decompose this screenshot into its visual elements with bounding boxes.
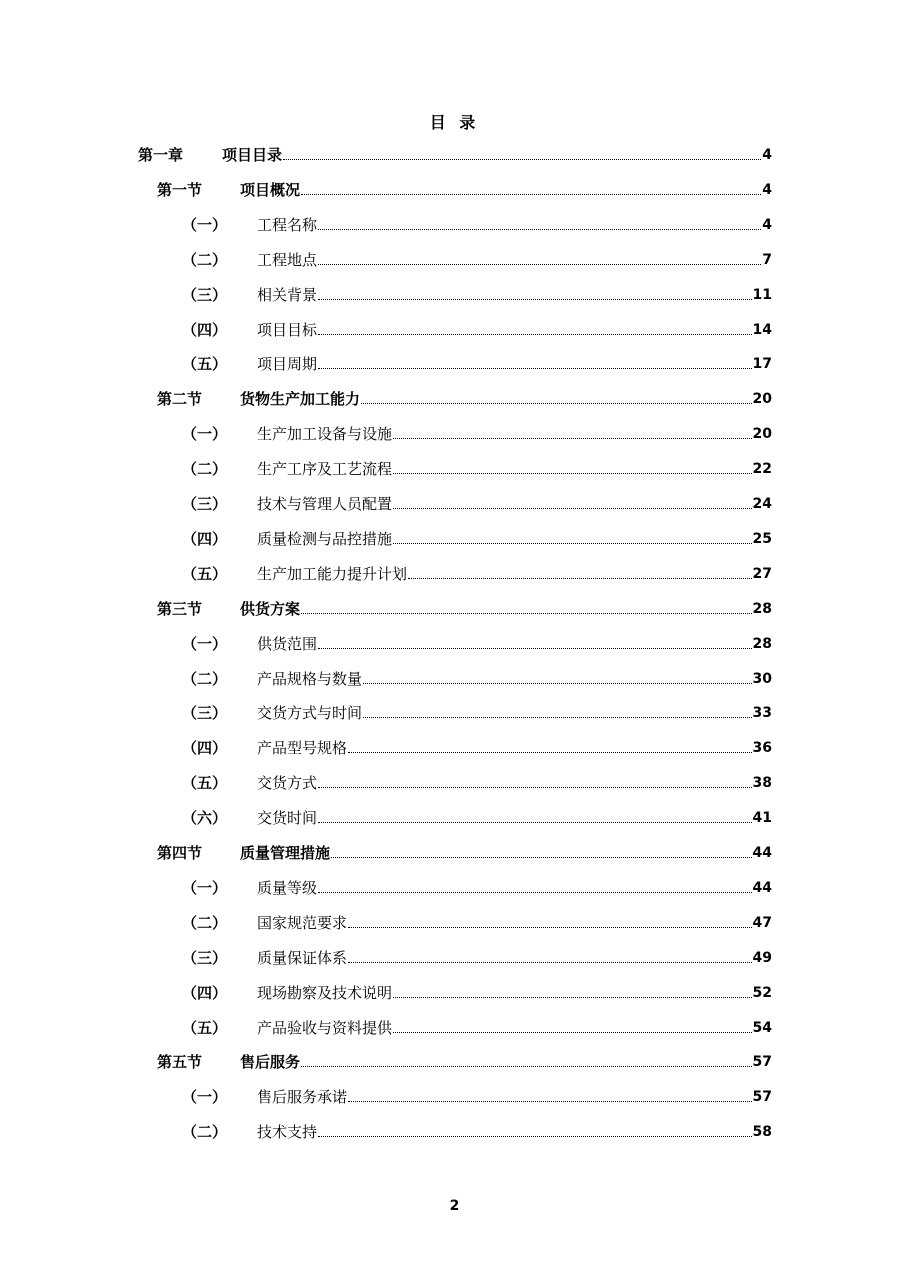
toc-entry-number: （三） [182, 285, 228, 304]
toc-entry-label: 供货方案 [240, 599, 301, 618]
toc-entry[interactable] [138, 143, 772, 165]
toc-leader-dots [318, 787, 752, 788]
toc-entry-page: 4 [762, 181, 772, 198]
toc-entry[interactable] [182, 562, 772, 584]
toc-entry-label: 项目目标 [257, 320, 318, 339]
toc-leader-dots [318, 892, 752, 893]
toc-entry-label: 技术与管理人员配置 [257, 495, 393, 513]
toc-entry[interactable] [182, 422, 772, 444]
toc-leader-dots [348, 752, 752, 753]
toc-entry-page: 28 [752, 600, 772, 617]
toc-entry-label: 售后服务承诺 [257, 1088, 348, 1107]
toc-entry-number: （一） [182, 425, 228, 444]
toc-leader-dots [283, 159, 761, 160]
toc-entry-number: （一） [182, 1088, 228, 1107]
toc-leader-dots [393, 1032, 752, 1033]
toc-entry-label: 工程名称 [257, 215, 318, 234]
toc-entry-number: （二） [182, 1123, 228, 1142]
toc-leader-dots [361, 403, 752, 404]
toc-entry-page: 14 [752, 321, 772, 338]
toc-entry[interactable] [182, 1120, 772, 1142]
toc-entry-number: 第五节 [157, 1053, 203, 1072]
toc-entry-label: 货物生产加工能力 [240, 390, 361, 409]
toc-entry-label: 产品型号规格 [257, 739, 348, 758]
toc-entry-page: 49 [752, 949, 772, 966]
toc-leader-dots [301, 1066, 752, 1067]
toc-entry-page: 28 [752, 635, 772, 652]
toc-leader-dots [348, 1101, 752, 1102]
toc-entry[interactable] [157, 841, 772, 863]
toc-entry-page: 7 [762, 251, 772, 268]
toc-entry-page: 24 [752, 496, 772, 512]
toc-leader-dots [331, 857, 752, 858]
toc-leader-dots [318, 299, 752, 300]
toc-leader-dots [393, 438, 752, 439]
toc-entry-number: （一） [182, 215, 228, 234]
toc-leader-dots [301, 613, 752, 614]
toc-entry-page: 44 [752, 879, 772, 896]
toc-entry-number: （一） [182, 878, 228, 897]
toc-entry-page: 17 [752, 356, 772, 373]
toc-entry-page: 4 [762, 216, 772, 233]
toc-entry[interactable] [182, 213, 772, 235]
toc-entry-label: 项目概况 [240, 180, 301, 199]
toc-entry-label: 售后服务 [240, 1053, 301, 1072]
toc-entry-page: 58 [752, 1124, 772, 1141]
toc-entry-page: 25 [752, 530, 772, 547]
toc-entry-label: 交货方式与时间 [257, 704, 363, 723]
toc-entry-label: 生产加工能力提升计划 [257, 564, 408, 583]
toc-leader-dots [393, 543, 752, 544]
toc-entry[interactable] [182, 736, 772, 758]
toc-entry-label: 工程地点 [257, 250, 318, 269]
toc-entry-page: 11 [752, 286, 772, 303]
toc-entry-number: 第三节 [157, 599, 203, 618]
toc-leader-dots [318, 264, 761, 265]
toc-entry-number: 第一章 [138, 146, 184, 164]
toc-entry-label: 产品规格与数量 [257, 669, 363, 688]
toc-entry[interactable] [182, 318, 772, 340]
toc-leader-dots [393, 473, 752, 474]
toc-entry-page: 38 [752, 775, 772, 792]
toc-entry-number: （三） [182, 704, 228, 723]
toc-leader-dots [348, 962, 752, 963]
toc-entry-number: （二） [182, 913, 228, 932]
toc-entry-label: 质量等级 [257, 878, 318, 897]
toc-leader-dots [318, 368, 752, 369]
toc-entry-label: 生产工序及工艺流程 [257, 460, 393, 479]
toc-entry-number: （三） [182, 948, 228, 967]
toc-entry[interactable] [182, 667, 772, 689]
toc-entry-label: 供货范围 [257, 634, 318, 653]
toc-leader-dots [318, 229, 761, 230]
toc-entry-number: （四） [182, 739, 228, 758]
toc-entry[interactable] [182, 806, 772, 828]
toc-entry-number: （三） [182, 495, 228, 513]
toc-entry-number: （五） [182, 355, 228, 374]
toc-entry-label: 国家规范要求 [257, 913, 348, 932]
toc-entry[interactable] [182, 701, 772, 723]
toc-entry[interactable] [182, 946, 772, 968]
toc-entry[interactable] [182, 1016, 772, 1038]
toc-entry[interactable] [182, 248, 772, 270]
toc-entry-page: 22 [752, 461, 772, 478]
toc-entry-page: 47 [752, 914, 772, 931]
toc-entry[interactable] [182, 492, 772, 514]
toc-entry[interactable] [182, 283, 772, 305]
toc-entry-page: 54 [752, 1019, 772, 1036]
toc-entry-number: （四） [182, 983, 228, 1002]
toc-entry-label: 项目周期 [257, 355, 318, 374]
toc-entry-number: （五） [182, 1018, 228, 1037]
toc-entry[interactable] [182, 771, 772, 793]
toc-entry[interactable] [157, 597, 772, 619]
toc-entry-page: 41 [752, 810, 772, 827]
toc-entry-label: 交货方式 [257, 774, 318, 793]
toc-entry-number: 第一节 [157, 180, 203, 199]
toc-entry-page: 20 [752, 391, 772, 408]
toc-entry-label: 产品验收与资料提供 [257, 1018, 393, 1037]
toc-leader-dots [348, 927, 752, 928]
toc-leader-dots [318, 334, 752, 335]
toc-leader-dots [363, 717, 752, 718]
toc-entry-page: 52 [752, 984, 772, 1001]
toc-entry-label: 现场勘察及技术说明 [257, 983, 393, 1002]
toc-entry-page: 27 [752, 565, 772, 582]
toc-entry[interactable] [182, 352, 772, 374]
toc-entry-page: 44 [752, 845, 772, 861]
toc-leader-dots [318, 648, 752, 649]
toc-entry[interactable] [157, 178, 772, 200]
toc-leader-dots [363, 683, 752, 684]
toc-entry-page: 30 [752, 670, 772, 687]
toc-entry-page: 20 [752, 426, 772, 443]
toc-leader-dots [318, 822, 752, 823]
toc-entry[interactable] [157, 387, 772, 409]
toc-entry-number: （二） [182, 460, 228, 479]
page-number: 2 [449, 1198, 460, 1214]
toc-entry[interactable] [182, 911, 772, 933]
toc-entry[interactable] [182, 457, 772, 479]
toc-entry-number: （二） [182, 250, 228, 269]
toc-entry[interactable] [182, 632, 772, 654]
toc-entry-number: 第二节 [157, 390, 203, 409]
toc-entry-label: 质量管理措施 [240, 844, 331, 862]
toc-entry[interactable] [182, 876, 772, 898]
toc-entry-number: （四） [182, 320, 228, 339]
toc-entry[interactable] [157, 1050, 772, 1072]
toc-leader-dots [318, 1136, 752, 1137]
toc-leader-dots [301, 194, 761, 195]
toc-entry-number: 第四节 [157, 844, 203, 862]
toc-entry-page: 57 [752, 1054, 772, 1071]
toc-entry-number: （五） [182, 774, 228, 793]
toc-entry-label: 生产加工设备与设施 [257, 425, 393, 444]
toc-entry-number: （四） [182, 529, 228, 548]
toc-entry-number: （六） [182, 809, 228, 828]
toc-entry-page: 4 [762, 147, 772, 163]
toc-title: 目 录 [429, 113, 480, 132]
toc-entry-number: （二） [182, 669, 228, 688]
toc-entry[interactable] [182, 981, 772, 1003]
toc-entry-label: 相关背景 [257, 285, 318, 304]
toc-leader-dots [393, 508, 752, 509]
toc-entry-page: 33 [752, 705, 772, 722]
toc-entry-number: （五） [182, 564, 228, 583]
toc-entry-number: （一） [182, 634, 228, 653]
toc-entry-label: 项目目录 [222, 146, 283, 164]
toc-entry-label: 质量检测与品控措施 [257, 529, 393, 548]
toc-entry-label: 技术支持 [257, 1123, 318, 1142]
toc-entry[interactable] [182, 1085, 772, 1107]
toc-entry-label: 交货时间 [257, 809, 318, 828]
toc-leader-dots [393, 997, 752, 998]
toc-entry-page: 36 [752, 740, 772, 757]
toc-entry-label: 质量保证体系 [257, 948, 348, 967]
toc-entry[interactable] [182, 527, 772, 549]
toc-leader-dots [408, 578, 752, 579]
toc-entry-page: 57 [752, 1089, 772, 1106]
